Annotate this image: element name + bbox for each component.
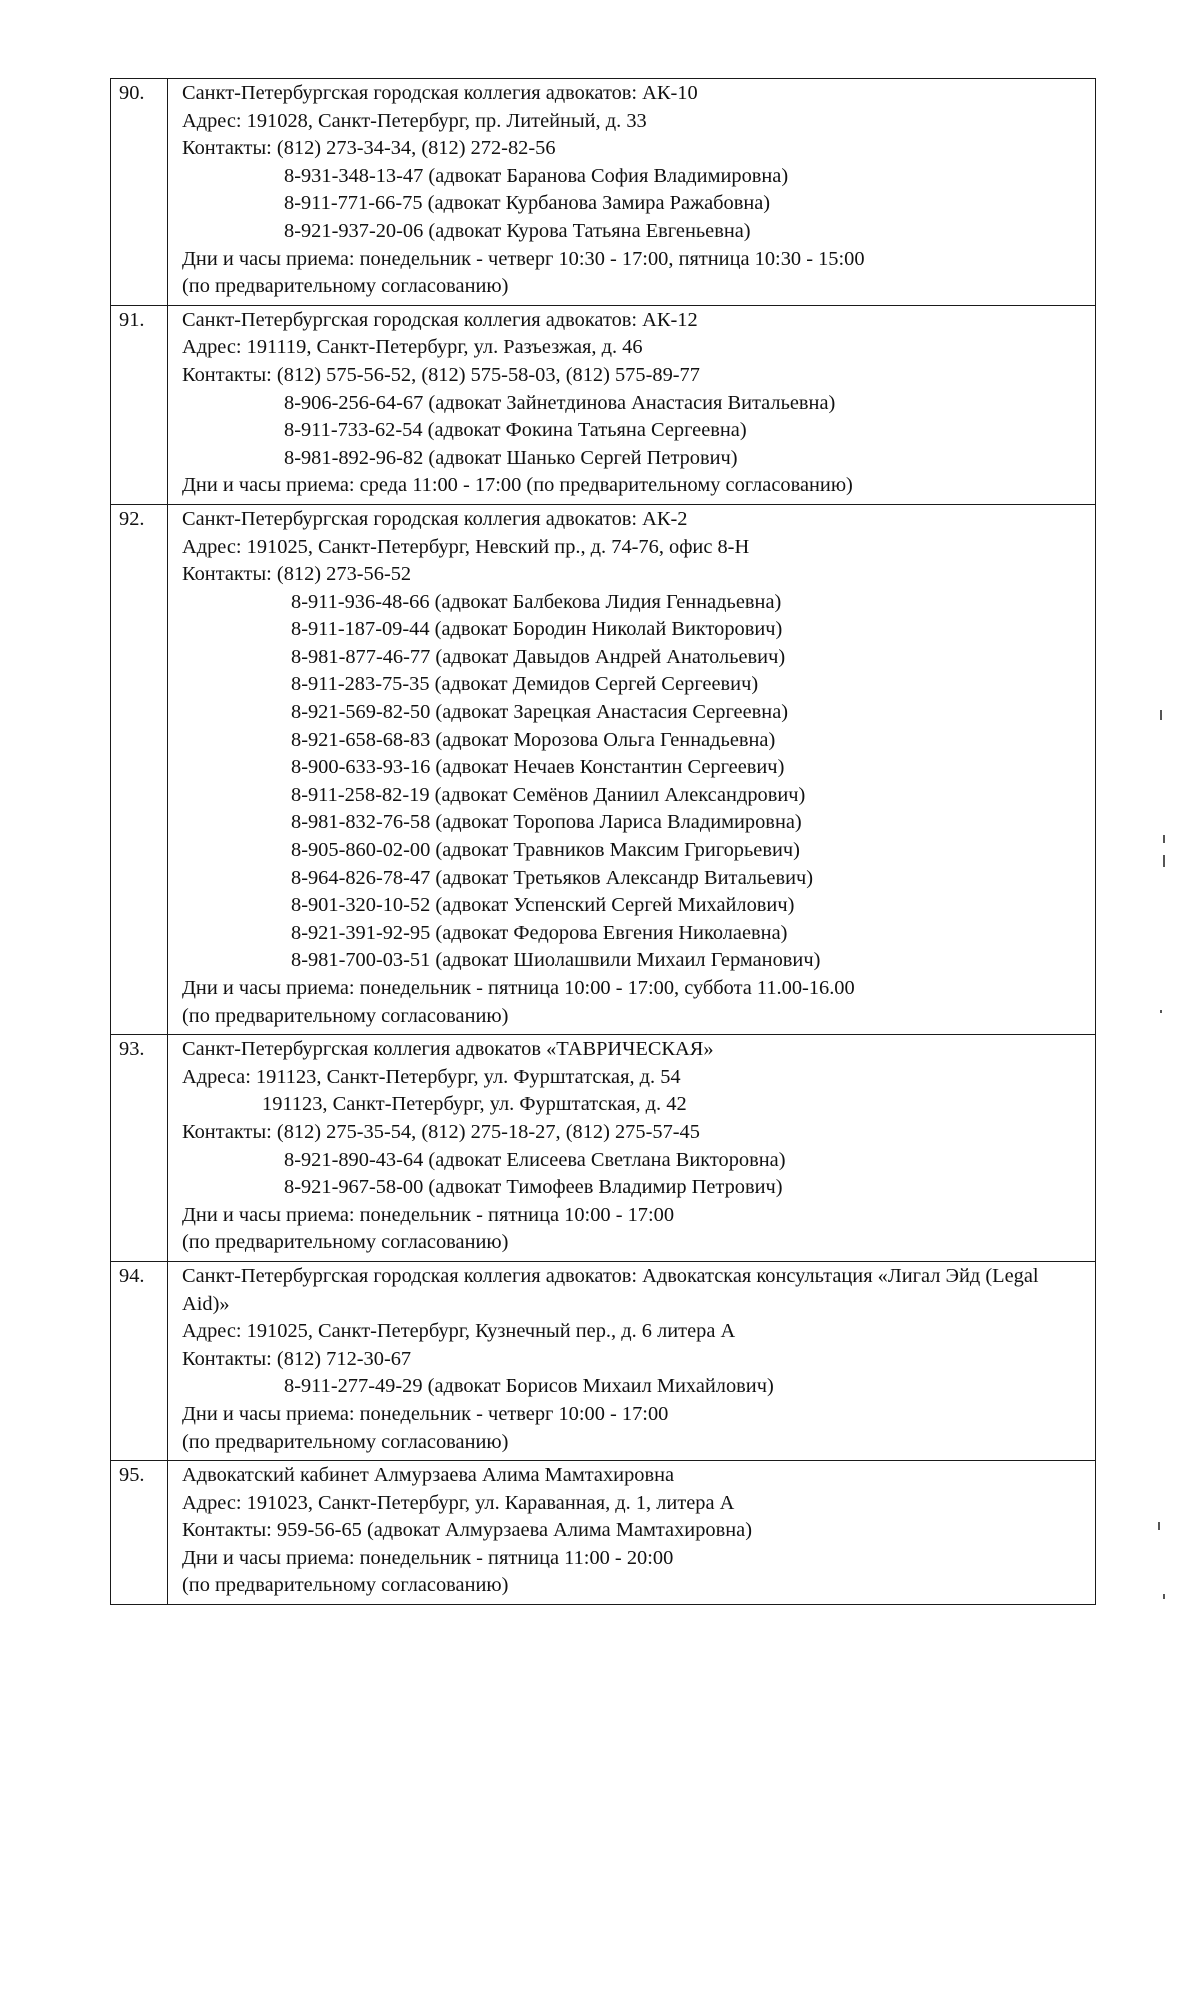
- scan-artifact: [1163, 835, 1165, 843]
- lawyer-phone-line: 8-905-860-02-00 (адвокат Травников Максим Григорьевич): [291, 839, 800, 862]
- entry-title: Санкт-Петербургская городская коллегия адвокатов: АК-10: [182, 82, 698, 104]
- lawyer-phone-line: 8-921-391-92-95 (адвокат Федорова Евгения Николаевна): [291, 921, 788, 944]
- lawyer-phone-line: 8-911-277-49-29 (адвокат Борисов Михаил Михайлович): [284, 1375, 774, 1398]
- lawyer-phone-line: 8-981-832-76-58 (адвокат Торопова Лариса Владимировна): [291, 811, 802, 834]
- entry-address: Адрес: 191119, Санкт-Петербург, ул. Разъезжая, д. 46: [182, 336, 643, 359]
- entry-number: 90.: [111, 79, 168, 306]
- entry-title: Санкт-Петербургская коллегия адвокатов «ТАВРИЧЕСКАЯ»: [182, 1038, 714, 1061]
- scan-artifact: [1160, 1010, 1162, 1013]
- entry-note: (по предварительному согласованию): [182, 275, 509, 298]
- entry-title: Санкт-Петербургская городская коллегия адвокатов: Адвокатская консультация «Лигал Эйд (Legal Aid)»: [182, 1264, 1039, 1315]
- entry-hours: Дни и часы приема: понедельник - пятница 10:00 - 17:00: [182, 1203, 675, 1226]
- entry-hours: Дни и часы приема: понедельник - четверг 10:00 - 17:00: [182, 1402, 669, 1425]
- lawyer-phone-line: 8-911-187-09-44 (адвокат Бородин Николай Викторович): [291, 618, 783, 641]
- lawyer-phone-line: 8-911-733-62-54 (адвокат Фокина Татьяна Сергеевна): [284, 419, 747, 442]
- entry-hours: Дни и часы приема: понедельник - пятница 11:00 - 20:00: [182, 1546, 674, 1569]
- entry-address: Адрес: 191023, Санкт-Петербург, ул. Караванная, д. 1, литера А: [182, 1491, 735, 1514]
- lawyer-phone-line: 8-921-569-82-50 (адвокат Зарецкая Анастасия Сергеевна): [291, 701, 789, 724]
- entry-details: [168, 79, 1096, 306]
- entry-title: Адвокатский кабинет Алмурзаева Алима Мамтахировна: [182, 1464, 675, 1487]
- entry-title: Санкт-Петербургская городская коллегия адвокатов: АК-2: [182, 507, 688, 530]
- entry-details: [168, 305, 1096, 504]
- entry-address: Адрес: 191028, Санкт-Петербург, пр. Литейный, д. 33: [182, 109, 647, 132]
- table-row: [111, 305, 1096, 504]
- entry-number: 94.: [111, 1261, 168, 1460]
- entry-details: [168, 1035, 1096, 1262]
- entry-address-secondary: 191123, Санкт-Петербург, ул. Фурштатская, д. 42: [262, 1093, 687, 1116]
- entry-title: Санкт-Петербургская городская коллегия адвокатов: АК-12: [182, 308, 698, 331]
- entry-details: [168, 1261, 1096, 1460]
- entry-note: (по предварительному согласованию): [182, 1574, 509, 1597]
- entry-details: [168, 1461, 1096, 1605]
- lawyer-phone-line: 8-901-320-10-52 (адвокат Успенский Сергей Михайлович): [291, 894, 795, 917]
- entry-contacts: Контакты: (812) 712-30-67: [182, 1347, 412, 1370]
- entry-number: 92.: [111, 504, 168, 1034]
- lawyer-phone-line: 8-906-256-64-67 (адвокат Зайнетдинова Анастасия Витальевна): [284, 391, 836, 414]
- entry-contacts: Контакты: (812) 273-56-52: [182, 563, 412, 586]
- entry-contacts: Контакты: (812) 273-34-34, (812) 272-82-56: [182, 137, 556, 160]
- entry-address: Адреса: 191123, Санкт-Петербург, ул. Фурштатская, д. 54: [182, 1065, 681, 1088]
- scan-artifact: [1163, 1594, 1165, 1599]
- entry-hours: Дни и часы приема: понедельник - пятница 10:00 - 17:00, суббота 11.00-16.00: [182, 977, 855, 999]
- entry-note: (по предварительному согласованию): [182, 1430, 509, 1453]
- entry-note: (по предварительному согласованию): [182, 1004, 509, 1027]
- lawyer-phone-line: 8-931-348-13-47 (адвокат Баранова София Владимировна): [284, 164, 789, 187]
- lawyer-phone-line: 8-981-892-96-82 (адвокат Шанько Сергей Петрович): [284, 446, 738, 469]
- table-row: [111, 1261, 1096, 1460]
- lawyer-phone-line: 8-964-826-78-47 (адвокат Третьяков Александр Витальевич): [291, 866, 814, 889]
- lawyer-phone-line: 8-900-633-93-16 (адвокат Нечаев Константин Сергеевич): [291, 756, 785, 779]
- lawyer-phone-line: 8-921-658-68-83 (адвокат Морозова Ольга Геннадьевна): [291, 728, 776, 751]
- lawyer-phone-line: 8-911-283-75-35 (адвокат Демидов Сергей Сергеевич): [291, 673, 759, 696]
- scan-artifact: [1163, 855, 1165, 867]
- scan-artifact: [1160, 710, 1162, 720]
- entry-note: (по предварительному согласованию): [182, 1231, 509, 1254]
- table-row: [111, 1461, 1096, 1605]
- lawyer-phone-line: 8-981-877-46-77 (адвокат Давыдов Андрей Анатольевич): [291, 645, 786, 668]
- lawyer-phone-line: 8-981-700-03-51 (адвокат Шиолашвили Михаил Германович): [291, 949, 821, 972]
- entry-address: Адрес: 191025, Санкт-Петербург, Невский пр., д. 74-76, офис 8-Н: [182, 535, 750, 558]
- lawyer-phone-line: 8-921-967-58-00 (адвокат Тимофеев Владимир Петрович): [284, 1176, 783, 1199]
- entry-contacts: Контакты: (812) 575-56-52, (812) 575-58-03, (812) 575-89-77: [182, 363, 700, 386]
- entry-details: [168, 504, 1096, 1034]
- entry-contacts: Контакты: 959-56-65 (адвокат Алмурзаева Алима Мамтахировна): [182, 1519, 752, 1542]
- lawyer-phone-line: 8-911-258-82-19 (адвокат Семёнов Даниил Александрович): [291, 783, 806, 806]
- lawyer-phone-line: 8-921-937-20-06 (адвокат Курова Татьяна Евгеньевна): [284, 219, 751, 242]
- entry-number: 95.: [111, 1461, 168, 1605]
- lawyer-phone-line: 8-911-936-48-66 (адвокат Балбекова Лидия Геннадьевна): [291, 590, 782, 613]
- entry-number: 93.: [111, 1035, 168, 1262]
- entry-contacts: Контакты: (812) 275-35-54, (812) 275-18-27, (812) 275-57-45: [182, 1120, 700, 1143]
- entry-hours: Дни и часы приема: понедельник - четверг 10:30 - 17:00, пятница 10:30 - 15:00: [182, 247, 865, 270]
- lawyer-phone-line: 8-911-771-66-75 (адвокат Курбанова Замира Ражабовна): [284, 192, 771, 215]
- entry-hours: Дни и часы приема: среда 11:00 - 17:00 (по предварительному согласованию): [182, 474, 853, 497]
- table-row: [111, 1035, 1096, 1262]
- entry-address: Адрес: 191025, Санкт-Петербург, Кузнечный пер., д. 6 литера А: [182, 1320, 736, 1343]
- lawyer-phone-line: 8-921-890-43-64 (адвокат Елисеева Светлана Викторовна): [284, 1148, 786, 1171]
- table-row: [111, 79, 1096, 306]
- lawyer-registry-table: [110, 78, 1096, 1605]
- table-row: [111, 504, 1096, 1034]
- scan-artifact: [1158, 1522, 1160, 1530]
- entry-number: 91.: [111, 305, 168, 504]
